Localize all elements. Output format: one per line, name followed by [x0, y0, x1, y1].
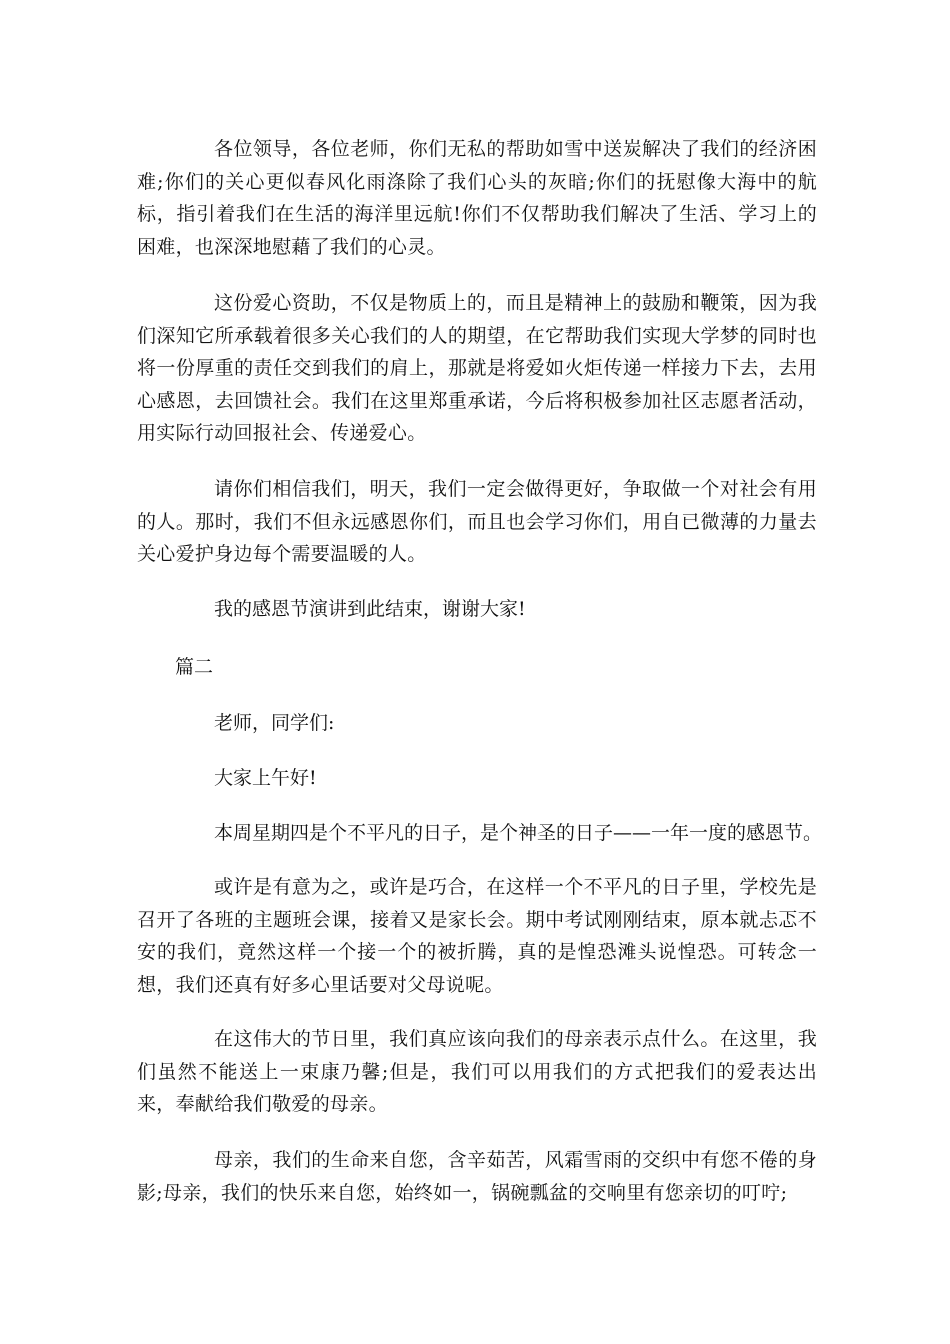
salutation-line: 大家上午好! — [214, 767, 317, 789]
greeting-line: 老师，同学们: — [214, 712, 335, 734]
paragraph-mothers-day: 在这伟大的节日里，我们真应该向我们的母亲表示点什么。在这里，我们虽然不能送上一束康乃馨;但是，我们可以用我们的方式把我们的爱表达出来，奉献给我们敬爱的母亲。 — [137, 1028, 817, 1115]
section-heading: 篇二 — [175, 656, 214, 678]
paragraph-thanks-leaders: 各位领导，各位老师，你们无私的帮助如雪中送炭解决了我们的经济困难;你们的关心更似春风化雨涤除了我们心头的灰暗;你们的抚慰像大海中的航标，指引着我们在生活的海洋里远航!你们不仅帮助我们解决了生活、学习上的困难，也深深地慰藉了我们的心灵。 — [137, 138, 817, 258]
paragraph-mother: 母亲，我们的生命来自您，含辛茹苦，风霜雪雨的交织中有您不倦的身影;母亲，我们的快乐来自您，始终如一，锅碗瓢盆的交响里有您亲切的叮咛; — [137, 1149, 817, 1204]
paragraph-promise: 请你们相信我们，明天，我们一定会做得更好，争取做一个对社会有用的人。那时，我们不但永远感恩你们，而且也会学习你们，用自已微薄的力量去关心爱护身边每个需要温暖的人。 — [137, 478, 817, 565]
paragraph-coincidence: 或许是有意为之，或许是巧合，在这样一个不平凡的日子里，学校先是召开了各班的主题班会课，接着又是家长会。期中考试刚刚结束，原本就忐忑不安的我们，竟然这样一个接一个的被折腾，真的是惶恐滩头说惶恐。可转念一想，我们还真有好多心里话要对父母说呢。 — [137, 876, 817, 996]
intro-line: 本周星期四是个不平凡的日子，是个神圣的日子——一年一度的感恩节。 — [214, 822, 823, 844]
paragraph-love-donation: 这份爱心资助，不仅是物质上的，而且是精神上的鼓励和鞭策，因为我们深知它所承载着很多关心我们的人的期望，在它帮助我们实现大学梦的同时也将一份厚重的责任交到我们的肩上，那就是将爱如火炬传递一样接力下去，去用心感恩，去回馈社会。我们在这里郑重承诺，今后将积极参加社区志愿者活动，用实际行动回报社会、传递爱心。 — [137, 292, 817, 444]
paragraph-closing: 我的感恩节演讲到此结束，谢谢大家! — [214, 598, 526, 620]
